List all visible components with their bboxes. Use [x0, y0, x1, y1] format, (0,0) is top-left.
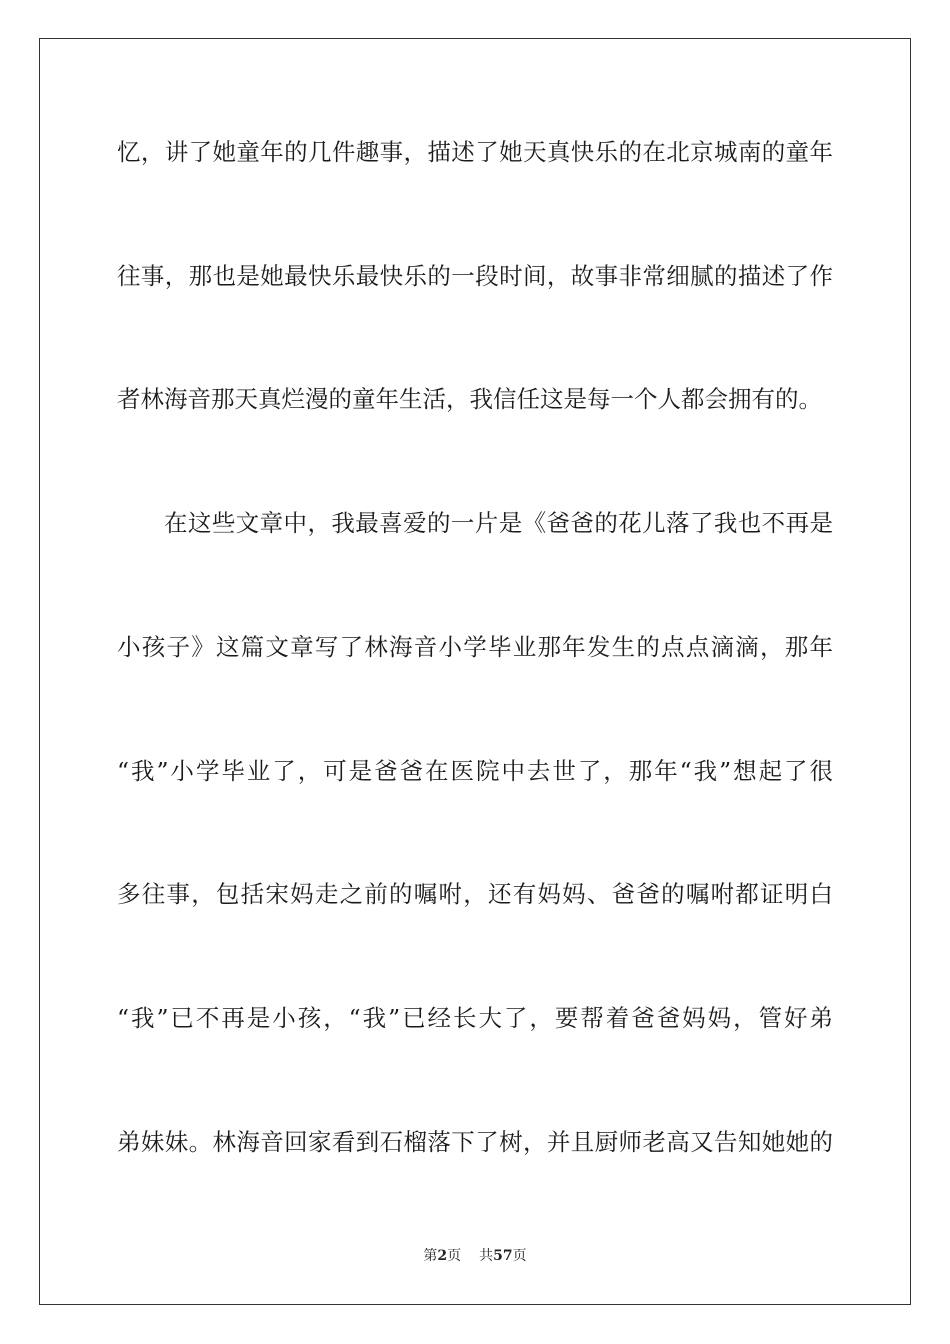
text-line-2: 往事，那也是她最快乐最快乐的一段时间，故事非常细腻的描述了作 — [117, 262, 833, 290]
text-line-9: 弟妹妹。林海音回家看到石榴落下了树，并且厨师老高又告知她她的 — [117, 1128, 833, 1156]
page-suffix: 页 — [447, 1248, 462, 1264]
total-suffix: 页 — [512, 1248, 527, 1264]
text-line-7: 多往事，包括宋妈走之前的嘱咐，还有妈妈、爸爸的嘱咐都证明白 — [117, 880, 833, 908]
text-line-6: “我”小学毕业了，可是爸爸在医院中去世了，那年“我”想起了很 — [117, 757, 833, 785]
text-line-1: 忆，讲了她童年的几件趣事，描述了她天真快乐的在北京城南的童年 — [117, 138, 833, 166]
text-line-5: 小孩子》这篇文章写了林海音小学毕业那年发生的点点滴滴，那年 — [117, 633, 833, 661]
total-prefix: 共 — [479, 1248, 494, 1264]
page-footer — [0, 1246, 950, 1266]
page-number: 2 — [437, 1248, 448, 1264]
page-prefix: 第 — [423, 1248, 438, 1264]
text-line-4: 在这些文章中，我最喜爱的一片是《爸爸的花儿落了我也不再是 — [164, 509, 833, 537]
page-frame — [39, 38, 911, 1305]
total-pages: 57 — [493, 1248, 513, 1264]
text-line-8: “我”已不再是小孩，“我”已经长大了，要帮着爸爸妈妈，管好弟 — [117, 1004, 833, 1032]
text-line-3: 者林海音那天真烂漫的童年生活，我信任这是每一个人都会拥有的。 — [117, 385, 822, 413]
